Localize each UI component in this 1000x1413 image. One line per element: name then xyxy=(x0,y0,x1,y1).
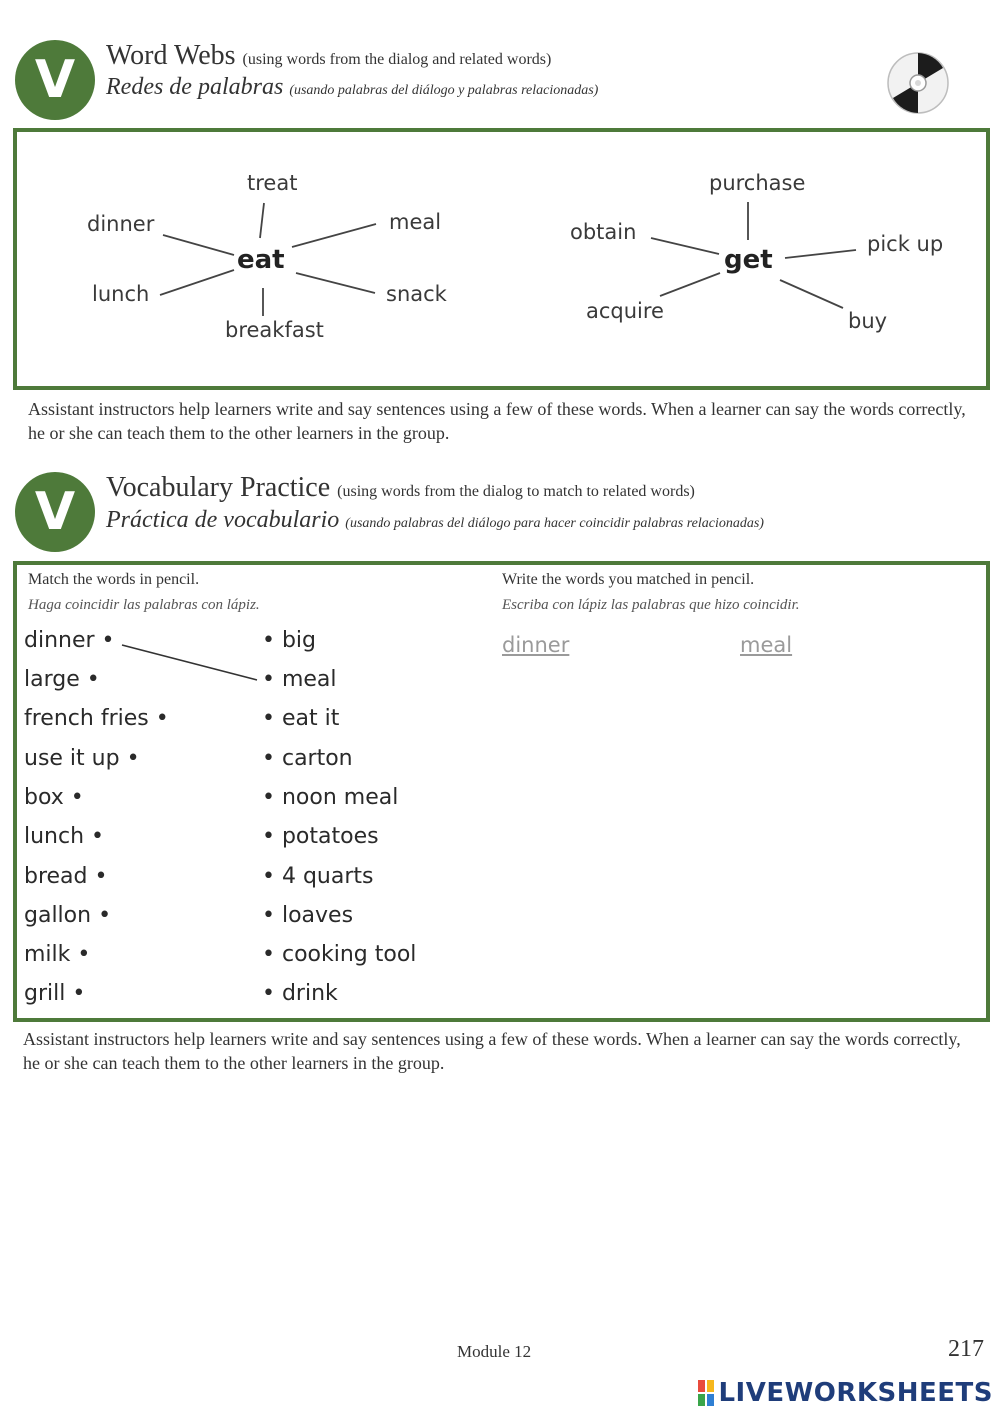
web-word-snack: snack xyxy=(386,282,447,306)
title-text: Vocabulary Practice xyxy=(106,472,331,503)
web-word-lunch: lunch xyxy=(92,282,150,306)
section-badge-vocabulary: V xyxy=(15,472,95,552)
word-webs-note: Assistant instructors help learners write and say sentences using a few of these words. When a learner can say the words correctly, he or she can teach them to the other learners in the group. xyxy=(28,399,966,443)
subtitle-text: Práctica de vocabulario xyxy=(106,507,340,533)
right-word-4-quarts[interactable]: • 4 quarts xyxy=(262,864,374,889)
liveworksheets-logo-icon xyxy=(698,1380,714,1406)
web-word-purchase: purchase xyxy=(709,171,806,195)
left-word-gallon[interactable]: gallon • xyxy=(24,903,112,928)
web-word-acquire: acquire xyxy=(586,299,664,323)
right-word-eat-it[interactable]: • eat it xyxy=(262,706,340,731)
left-word-lunch[interactable]: lunch • xyxy=(24,824,105,849)
web-center-get: get xyxy=(724,245,773,275)
instruction-write: Write the words you matched in pencil. xyxy=(502,571,755,588)
left-word-large[interactable]: large • xyxy=(24,667,100,692)
example-match-line xyxy=(0,0,1000,700)
left-word-dinner[interactable]: dinner • xyxy=(24,628,115,653)
subtitle-note: (usando palabras del diálogo y palabras relacionadas) xyxy=(289,83,599,98)
right-word-potatoes[interactable]: • potatoes xyxy=(262,824,379,849)
web-word-breakfast: breakfast xyxy=(225,318,324,342)
title-text: Word Webs xyxy=(106,40,236,71)
instruction-write-es: Escriba con lápiz las palabras que hizo coincidir. xyxy=(502,597,800,613)
right-word-meal[interactable]: • meal xyxy=(262,667,337,692)
web-center-eat: eat xyxy=(237,245,285,275)
right-word-drink[interactable]: • drink xyxy=(262,981,338,1006)
left-word-box[interactable]: box • xyxy=(24,785,84,810)
footer-page-number: 217 xyxy=(948,1336,984,1362)
left-word-french-fries[interactable]: french fries • xyxy=(24,706,169,731)
subtitle-text: Redes de palabras xyxy=(106,74,284,100)
right-word-carton[interactable]: • carton xyxy=(262,746,353,771)
web-word-meal: meal xyxy=(389,210,442,234)
liveworksheets-logo xyxy=(698,1376,993,1410)
web-word-obtain: obtain xyxy=(570,220,637,244)
right-word-noon-meal[interactable]: • noon meal xyxy=(262,785,399,810)
answer-left[interactable]: dinner xyxy=(502,633,570,657)
section-badge-word-webs: V xyxy=(15,40,95,120)
left-word-use-it-up[interactable]: use it up • xyxy=(24,746,140,771)
title-note: (using words from the dialog to match to related words) xyxy=(337,483,695,500)
right-word-cooking-tool[interactable]: • cooking tool xyxy=(262,942,417,967)
web-word-buy: buy xyxy=(848,309,888,333)
liveworksheets-brand: LIVEWORKSHEETS xyxy=(718,1378,993,1408)
right-word-loaves[interactable]: • loaves xyxy=(262,903,354,928)
left-word-grill[interactable]: grill • xyxy=(24,981,86,1006)
web-word-dinner: dinner xyxy=(87,212,155,236)
answer-right[interactable]: meal xyxy=(740,633,793,657)
instruction-match-es: Haga coincidir las palabras con lápiz. xyxy=(28,597,260,613)
left-word-bread[interactable]: bread • xyxy=(24,864,108,889)
vocabulary-note: Assistant instructors help learners write and say sentences using a few of these words. When a learner can say the words correctly, he or she can teach them to the other learners in the group. xyxy=(23,1029,961,1073)
footer-module: Module 12 xyxy=(457,1342,532,1361)
instruction-match: Match the words in pencil. xyxy=(28,571,200,588)
left-word-milk[interactable]: milk • xyxy=(24,942,91,967)
title-note: (using words from the dialog and related words) xyxy=(242,51,552,68)
web-word-treat: treat xyxy=(247,171,298,195)
subtitle-note: (usando palabras del diálogo para hacer coincidir palabras relacionadas) xyxy=(345,516,764,531)
right-word-big[interactable]: • big xyxy=(262,628,317,653)
web-word-pick-up: pick up xyxy=(867,232,944,256)
